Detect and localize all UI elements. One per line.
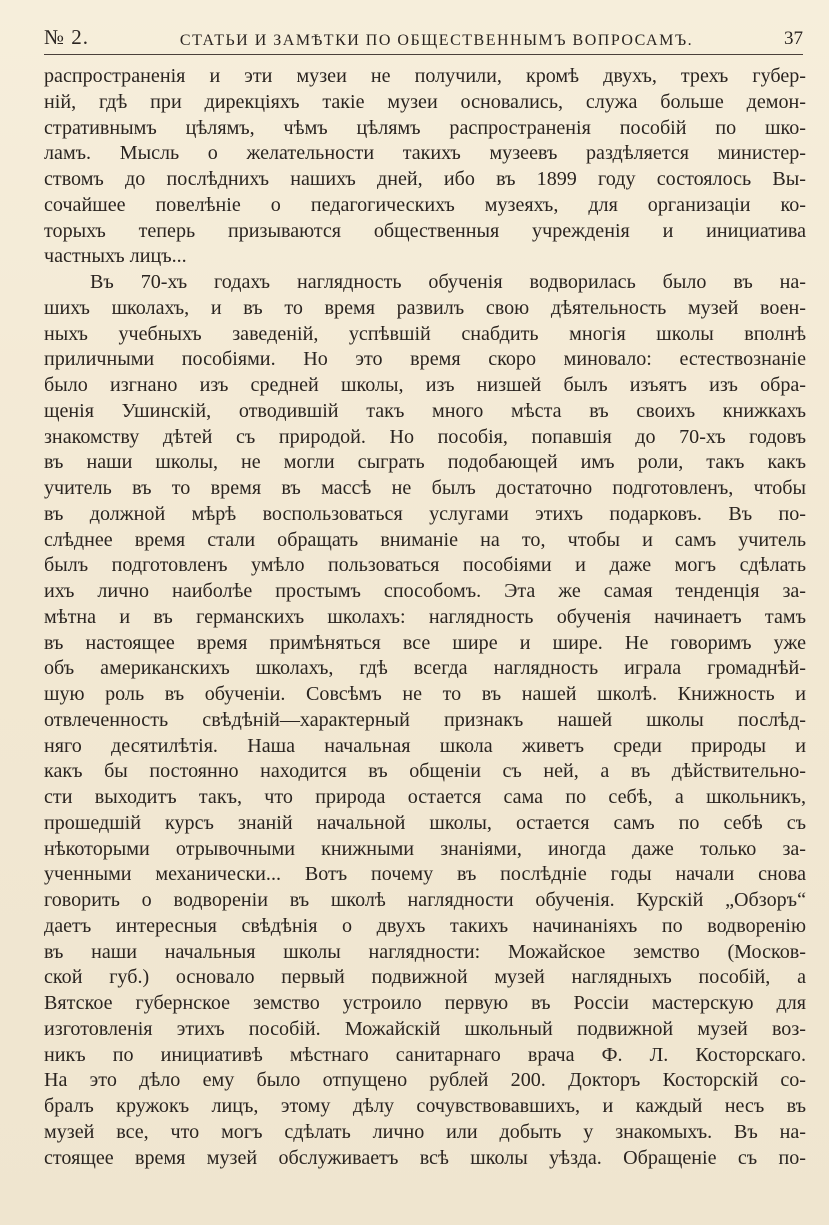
text-line: нѣкоторыми отрывочными книжными знаніями, иногда даже только за-	[44, 837, 806, 860]
text-line: отвлеченность свѣдѣній—характерный признакъ нашей школы послѣд-	[44, 708, 806, 731]
text-line: мѣтна и въ германскихъ школахъ: наглядность обученія начинаетъ тамъ	[44, 605, 806, 628]
page-number: 37	[783, 28, 803, 49]
text-line: На это дѣло ему было отпущено рублей 200. Докторъ Косторскій со-	[44, 1069, 806, 1092]
text-line: въ должной мѣрѣ воспользоваться услугами этихъ подарковъ. Въ по-	[44, 502, 806, 525]
text-line: въ наши начальныя школы наглядности: Можайское земство (Москов-	[44, 940, 806, 963]
text-line: былъ подготовленъ умѣло пользоваться пособіями и даже могъ сдѣлать	[44, 554, 806, 577]
text-line: частныхъ лицъ...	[44, 245, 187, 268]
text-line: какъ бы постоянно находится въ общеніи съ ней, а въ дѣйствительно-	[44, 760, 806, 783]
text-line: сочайшее повелѣніе о педагогическихъ музеяхъ, для организаціи ко-	[44, 193, 806, 216]
text-line: говорить о водвореніи въ школѣ наглядности обученія. Курскій „Обзоръ“	[44, 889, 806, 911]
text-line: шую роль въ обученіи. Совсѣмъ не то въ нашей школѣ. Книжность и	[44, 683, 806, 705]
text-line: приличными пособіями. Но это время скоро миновало: естествознаніе	[44, 348, 806, 371]
text-line: знакомству дѣтей съ природой. Но пособія, попавшія до 70-хъ годовъ	[44, 425, 806, 448]
text-line: ихъ лично наиболѣе простымъ способомъ. Эта же самая тенденція за-	[44, 580, 806, 602]
text-line: слѣднее время стали обращать вниманіе на то, чтобы и самъ учитель	[44, 528, 806, 551]
text-line: прошедшій курсъ знаній начальной школы, остается самъ по себѣ съ	[44, 811, 806, 834]
text-line: изготовленія этихъ пособій. Можайскій школьный подвижной музей воз-	[44, 1017, 806, 1040]
text-line: никъ по инициативѣ мѣстнаго санитарнаго врача Ф. Л. Косторскаго.	[44, 1043, 806, 1066]
text-line: ствомъ до послѣднихъ нашихъ дней, ибо въ 1899 году состоялось Вы-	[44, 168, 806, 190]
text-line: ской губ.) основало первый подвижной музей наглядныхъ пособій, а	[44, 966, 806, 989]
text-line: щенія Ушинскій, отводившій такъ много мѣста въ своихъ книжкахъ	[44, 399, 806, 422]
text-line: учитель въ то время въ массѣ не былъ достаточно подготовленъ, чтобы	[44, 477, 806, 499]
text-line: было изгнано изъ средней школы, изъ низшей былъ изъятъ изъ обра-	[44, 374, 806, 396]
text-line: ученными механически... Вотъ почему въ послѣдніе годы начали снова	[44, 863, 806, 886]
text-line: въ наши школы, не могли сыграть подобающей имъ роли, такъ какъ	[44, 451, 806, 474]
text-line: музей все, что могъ сдѣлать лично или добыть у знакомыхъ. Въ на-	[44, 1120, 806, 1143]
text-line: даетъ интересныя свѣдѣнія о двухъ такихъ начинаніяхъ по водворенію	[44, 914, 806, 937]
text-line: ламъ. Мысль о желательности такихъ музеевъ раздѣляется министер-	[44, 142, 806, 165]
text-line: сти выходитъ такъ, что природа остается сама по себѣ, а школьникъ,	[44, 786, 806, 808]
text-line: объ американскихъ школахъ, гдѣ всегда наглядность играла громаднѣй-	[44, 657, 806, 680]
text-line: ній, гдѣ при дирекціяхъ такіе музеи основались, служа больше демон-	[44, 90, 806, 113]
text-line: ныхъ учебныхъ заведеній, успѣвшій снабдить многія школы вполнѣ	[44, 322, 806, 345]
running-header	[44, 18, 803, 55]
text-line: стративнымъ цѣлямъ, чѣмъ цѣлямъ распространенія пособій по шко-	[44, 116, 806, 139]
article-body	[44, 64, 806, 1171]
text-line: распространенія и эти музеи не получили, кромѣ двухъ, трехъ губер-	[44, 65, 806, 87]
text-line: Въ 70-хъ годахъ наглядность обученія водворилась было въ на-	[90, 271, 806, 293]
text-line: Вятское губернское земство устроило первую въ Россіи мастерскую для	[44, 992, 806, 1014]
text-line: стоящее время музей обслуживаетъ всѣ школы уѣзда. Обращеніе съ по-	[44, 1146, 806, 1169]
text-line: торыхъ теперь призываются общественныя учрежденія и инициатива	[44, 219, 806, 242]
text-line: въ настоящее время примѣняться все шире и шире. Не говоримъ уже	[44, 631, 806, 654]
text-line: няго десятилѣтія. Наша начальная школа живетъ среди природы и	[44, 734, 806, 757]
section-title: СТАТЬИ И ЗАМѢТКИ ПО ОБЩЕСТВЕННЫМЪ ВОПРОСАМЪ.	[179, 32, 694, 49]
text-line: бралъ кружокъ лицъ, этому дѣлу сочувствовавшихъ, и каждый несъ въ	[44, 1095, 806, 1117]
text-line: шихъ школахъ, и въ то время развилъ свою дѣятельность музей воен-	[44, 296, 806, 319]
issue-number: № 2.	[44, 25, 90, 49]
